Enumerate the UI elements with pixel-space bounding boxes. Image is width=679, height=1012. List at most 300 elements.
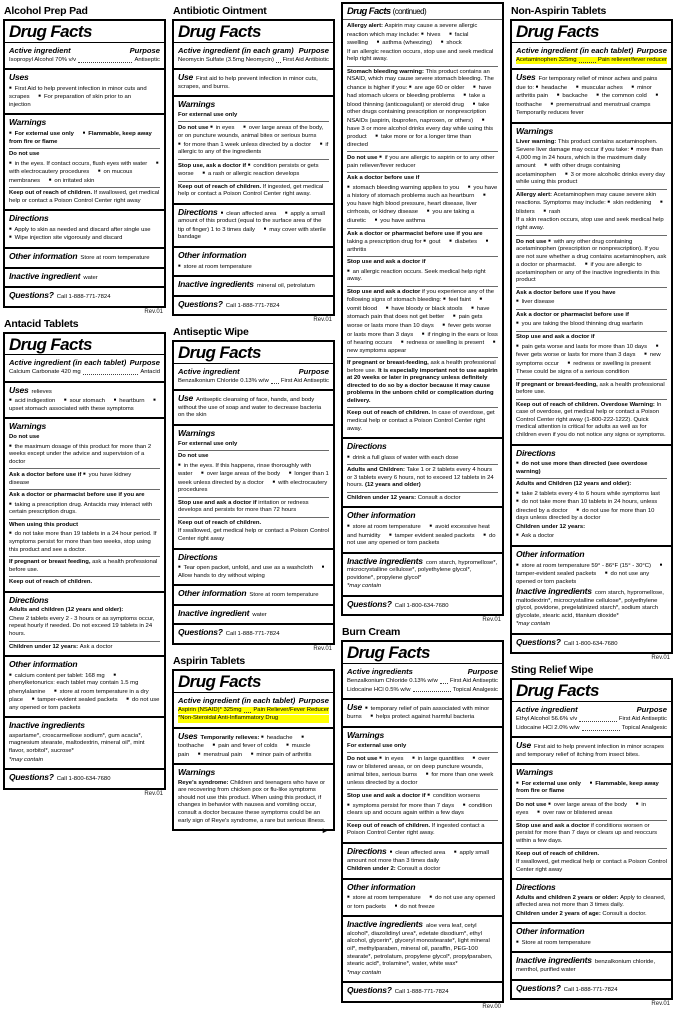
section-heading-row: Questions? Call 1-888-771-7824: [178, 627, 280, 638]
text-row: [9, 130, 160, 146]
bold-lead: Do not use: [347, 155, 380, 162]
section-heading-row: Questions? Call 1-888-771-7824: [347, 985, 449, 996]
text-row: [347, 69, 498, 149]
section-heading-row: Inactive ingredients mineral oil, petrolatum: [178, 279, 315, 290]
section-heading-row: Questions? Call 1-888-771-7824: [178, 298, 280, 309]
bullet-square-icon: ■: [516, 779, 519, 785]
bullet-item: ■ do not take more than 10 tablets in 24 hours, unless directed by a doctor: [516, 498, 658, 514]
continued-arrow-icon: ►: [321, 826, 329, 836]
hairline-divider: [9, 187, 160, 188]
bullet-square-icon: ■: [379, 755, 382, 761]
active-ingredient-heading: Active ingredient (in each tablet): [9, 358, 127, 368]
text-row: [347, 268, 498, 284]
bullet-item: ■ have 3 or more alcohol drinks every day while using this product: [347, 116, 494, 141]
active-ingredient-heading: Active ingredient: [178, 367, 240, 376]
active-ingredient-header: [178, 696, 329, 705]
bullet-square-icon: ■: [429, 894, 432, 900]
bullet-square-icon: ■: [9, 159, 12, 165]
section-heading: Warnings: [178, 99, 215, 110]
dotted-leader: [582, 730, 620, 731]
bullet-square-icon: ■: [261, 733, 264, 739]
text-row: [178, 500, 329, 515]
bullet-item: ■ store at room temperature: [347, 522, 421, 530]
body-text: Chew 2 tablets every 2 - 3 hours or as symptoms occur, repeat hourly if needed. Do not exceed 19 tablets in 24 hours.: [9, 615, 155, 637]
bullet-item: ■ toothache: [178, 733, 304, 750]
section-heading-row: [9, 214, 160, 225]
bullet-item: ■ over large areas of the body, or on puncture wounds, animal bites or serious burns: [178, 124, 324, 139]
hairline-divider: [9, 489, 160, 490]
hairline-divider: [516, 798, 667, 799]
text-row: [516, 343, 667, 369]
revision-label: Rev.01: [651, 655, 670, 662]
section-heading: Directions: [178, 551, 218, 562]
bullet-item: ■ For preparation of skin prior to an injection: [9, 93, 132, 108]
bullet-square-icon: ■: [408, 83, 412, 89]
bullet-square-icon: ■: [9, 84, 12, 90]
panel-section: [174, 604, 333, 624]
section-heading: Warnings: [9, 117, 46, 128]
bullet-square-icon: ■: [48, 176, 52, 182]
bullet-item: ■ in large quantities: [412, 755, 464, 763]
text-row: [516, 481, 667, 489]
bullet-square-icon: ■: [178, 564, 181, 570]
text-row: [347, 866, 498, 874]
section-heading: Uses: [516, 72, 536, 83]
text-row: [9, 757, 160, 765]
bullet-square-icon: ■: [347, 801, 350, 807]
bullet-square-icon: ■: [544, 162, 547, 168]
section-heading: Uses: [9, 72, 29, 83]
bullet-item: ■ with electrocautery procedures: [178, 478, 328, 494]
body-text: Consult a doctor: [417, 494, 461, 501]
panel-section: [174, 389, 333, 424]
hairline-divider: [347, 752, 498, 753]
text-row: [516, 312, 667, 320]
bold-lead: Stop use and ask a doctor if: [516, 333, 595, 340]
bullet-square-icon: ■: [375, 133, 378, 139]
bullet-item: ■ you have kidney disease: [9, 471, 132, 486]
bullet-item: ■ longer than 1 week unless directed by a doctor: [178, 470, 329, 486]
section-heading-row: [347, 883, 498, 894]
purpose-heading: Purpose: [129, 45, 160, 55]
text-row: [516, 139, 667, 187]
bullet-square-icon: ■: [471, 304, 474, 310]
hairline-divider: [178, 121, 329, 122]
bullet-square-icon: ■: [426, 208, 430, 214]
section-heading-row: Questions? Call 1-800-634-7680: [9, 772, 111, 783]
bold-lead: Keep out of reach of children.: [9, 190, 94, 197]
bullet-square-icon: ■: [82, 471, 86, 477]
panel-title: Drug Facts: [343, 642, 502, 664]
bullet-item: ■ asthma (wheezing): [376, 39, 433, 47]
section-heading: Inactive ingredient: [9, 270, 81, 281]
bullet-item: ■ First Aid to help prevent infection in minor cuts and scrapes: [9, 84, 147, 101]
bullet-square-icon: ■: [263, 225, 267, 231]
bullet-square-icon: ■: [9, 442, 12, 448]
bullet-item: ■ diabetes: [449, 238, 478, 246]
bullet-square-icon: ■: [319, 140, 323, 146]
body-text: *may contain: [516, 621, 551, 628]
bullet-square-icon: ■: [576, 506, 579, 512]
drug-facts-panel: [341, 2, 504, 616]
text-row: [347, 802, 498, 818]
bullet-item: ■ have stomach pain that does not get better: [347, 304, 490, 321]
product-name: Burn Cream: [342, 626, 401, 639]
bullet-item: ■ headache: [261, 733, 293, 741]
bold-text: It is especially important not to use aspirin at 20 weeks or later in pregnancy unless definitely directed to do so by a doctor because it may cause problems in the unborn child or complication during delivery.: [347, 367, 498, 404]
section-heading: Use: [178, 72, 193, 83]
text-row: [9, 190, 160, 205]
bullet-square-icon: ■: [379, 154, 382, 160]
section-heading-row: [9, 118, 160, 129]
purpose-heading: Purpose: [636, 705, 667, 715]
section-heading-row: Questions? Call 1-800-634-7680: [347, 598, 449, 609]
bullet-item: ■ store at room temperature: [178, 262, 252, 270]
active-ingredient-heading: Active ingredients: [347, 667, 413, 677]
bullet-square-icon: ■: [467, 183, 471, 189]
body-text: If an allergic reaction occurs, stop use and seek medical help right away.: [347, 48, 494, 63]
bullet-item: ■ 3 or more alcoholic drinks every day while using this product: [516, 170, 665, 186]
body-text: taking a prescription drug for: [347, 239, 424, 246]
section-heading-row: [347, 442, 498, 453]
text-row: [9, 644, 160, 652]
bullet-square-icon: ■: [567, 359, 571, 365]
text-row: [516, 369, 667, 377]
bullet-item: ■ do not use any opened or torn packets: [347, 531, 496, 547]
section-heading: Directions: [516, 882, 556, 893]
hairline-divider: [9, 556, 160, 557]
bullet-item: ■ store at room temperature: [347, 894, 421, 902]
text-row: [347, 23, 498, 48]
section-heading: Inactive ingredient: [178, 607, 250, 618]
bullet-square-icon: ■: [483, 192, 486, 198]
text-row: [9, 226, 160, 243]
text-row: [516, 290, 667, 298]
active-ingredient-heading: Active ingredient (in each gram): [178, 45, 294, 55]
bullet-item: ■ in eyes: [210, 124, 235, 132]
panel-section: [5, 68, 164, 113]
bold-lead: Do not use: [178, 125, 211, 132]
bullet-square-icon: ■: [54, 687, 57, 693]
section-heading: Questions?: [9, 772, 54, 783]
bullet-item: ■ over raw or blistered areas: [537, 809, 613, 817]
ingredient-purpose: Topical Analgesic: [452, 686, 498, 693]
active-ingredient-heading: Active ingredient: [9, 45, 71, 55]
panel-section: [174, 95, 333, 202]
bullet-item: ■ condition worsens: [427, 792, 481, 800]
bullet-square-icon: ■: [9, 500, 12, 506]
bullet-item: ■ may cover with sterile bandage: [178, 225, 326, 241]
bullet-item: ■ symptoms persist for more than 7 days: [347, 801, 455, 809]
bullet-square-icon: ■: [655, 92, 658, 98]
text-row: [9, 530, 160, 554]
hairline-divider: [9, 148, 160, 149]
bullet-item: ■ the maximum dosage of this product for more than 2 weeks except under the advice and supervision of a doctor: [9, 442, 152, 465]
bold-lead: Stop use, ask a doctor if: [178, 162, 248, 169]
bullet-item: ■ take 2 tablets every 4 to 6 hours while symptoms last: [516, 489, 660, 497]
bold-lead: Keep out of reach of children.: [347, 822, 432, 829]
bold-lead: Adults and children 2 years or older:: [516, 894, 621, 901]
bullet-square-icon: ■: [385, 304, 389, 310]
dotted-leader: [413, 691, 451, 692]
bullet-item: ■ a rash or allergic reaction develops: [202, 170, 300, 178]
panel-title: Drug Facts: [5, 334, 164, 356]
text-row: [516, 532, 667, 541]
bullet-item: ■ with other drugs containing acetaminophen: [516, 162, 621, 178]
bullet-item: ■ headache: [535, 83, 568, 91]
bold-lead: Children under 2 years of age:: [516, 910, 603, 917]
text-row: [347, 755, 498, 787]
body-text: ask a health professional before use.: [9, 559, 158, 573]
text-row: [347, 894, 498, 911]
section-heading-row: Inactive ingredients corn starch, hypromellose, maltodextrin*, microcrystalline cellulose*, polyethylene glycol, povidone, pregelatinized starch*, sodium starch glycolate, stearic acid, titanium dioxide*: [516, 586, 664, 619]
bullet-item: ■ in eyes: [379, 755, 404, 763]
bullet-square-icon: ■: [472, 100, 476, 106]
dotted-leader: [78, 62, 132, 63]
bullet-square-icon: ■: [452, 313, 456, 319]
text-row: [516, 851, 667, 859]
section-heading-row: Inactive ingredient water: [178, 607, 267, 618]
revision-label: Rev.00: [482, 1003, 501, 1010]
section-heading: Inactive ingredients: [516, 955, 592, 966]
section-heading: Use: [347, 701, 362, 712]
drug-facts-panel: [3, 19, 166, 308]
bold-lead: If pregnant or breast-feeding,: [347, 360, 431, 367]
purpose-heading: Purpose: [129, 358, 160, 368]
bullet-square-icon: ■: [376, 39, 380, 45]
bullet-item: ■ Store at room temperature: [516, 938, 591, 946]
text-row: [516, 402, 667, 440]
drug-facts-panel: [510, 678, 673, 1000]
body-text: *may contain: [9, 756, 44, 763]
bold-lead: Allergy alert:: [347, 22, 385, 29]
panel-section: [174, 68, 333, 95]
text-row: [178, 453, 329, 461]
bold-lead: Stop use and ask a doctor if: [178, 499, 259, 506]
bullet-item: ■ pain and fever of colds: [212, 742, 278, 750]
bullet-item: ■ Flammable, keep away from fire or flame: [9, 129, 152, 145]
bullet-item: ■ clean affected area: [220, 209, 277, 217]
ingredient-row: [347, 687, 498, 694]
panel-section: [512, 122, 671, 444]
ingredient-name: Calcium Carbonate 420 mg: [9, 369, 81, 376]
bullet-square-icon: ■: [644, 351, 647, 357]
section-heading-row: [178, 251, 329, 262]
text-row: [516, 621, 667, 629]
bold-lead: Stop use and ask a doctor if: [347, 259, 426, 266]
section-heading-row: [347, 703, 498, 722]
bullet-square-icon: ■: [472, 755, 476, 761]
section-heading-row: Questions? Call 1-800-634-7680: [516, 636, 618, 647]
active-ingredient-header: [9, 358, 160, 367]
bold-lead: Keep out of reach of children. Overdose Warning:: [516, 401, 657, 408]
panel-section: [512, 68, 671, 122]
revision-label: Rev.01: [313, 645, 332, 652]
ingredient-row: [516, 57, 667, 64]
bullet-square-icon: ■: [481, 116, 485, 122]
bullet-square-icon: ■: [421, 330, 425, 336]
revision-label: Rev.01: [482, 617, 501, 624]
dotted-leader: [276, 62, 281, 63]
hairline-divider: [516, 820, 667, 821]
ingredient-row: [347, 678, 498, 685]
panel-section: [174, 763, 333, 836]
hairline-divider: [347, 172, 498, 173]
bullet-square-icon: ■: [548, 237, 551, 243]
panel-title: Drug Facts: [512, 680, 671, 702]
bullet-item: ■ minor pain of arthritis: [250, 750, 312, 758]
ingredient-name: Ethyl Alcohol 56.6% v/v: [516, 716, 578, 723]
bullet-item: ■ feel faint: [442, 296, 471, 304]
text-row: [178, 124, 329, 156]
text-row: [516, 939, 667, 948]
bullet-square-icon: ■: [440, 39, 444, 45]
text-row: [9, 160, 160, 186]
bullet-square-icon: ■: [9, 397, 12, 403]
bullet-item: ■ upset stomach associated with these symptoms: [9, 397, 156, 412]
bullet-square-icon: ■: [202, 170, 205, 176]
text-row: [347, 523, 498, 548]
body-text: If ingested contact a Poison Control Center right away.: [347, 822, 485, 837]
bullet-square-icon: ■: [347, 453, 350, 459]
panel-section: [174, 295, 333, 315]
body-text: These could be signs of a serious condition: [516, 369, 629, 376]
bullet-item: ■ with electrocautery procedures: [9, 159, 159, 176]
bullet-item: ■ you are taking the blood thinning drug warfarin: [516, 320, 643, 328]
panel-section: [174, 246, 333, 275]
bold-lead: Children under 12 years:: [347, 494, 418, 501]
panel-section: [5, 355, 164, 380]
section-heading: Other information: [178, 249, 247, 260]
section-heading-row: [516, 768, 667, 779]
panel-section: [343, 552, 502, 595]
ingredient-name: Lidocaine HCl 0.5% w/w: [347, 686, 411, 693]
bullet-item: ■ Flammable, keep away from fire or flame: [516, 779, 659, 795]
bullet-item: ■ backache: [556, 92, 588, 100]
section-heading: Directions: [178, 206, 218, 217]
hairline-divider: [516, 379, 667, 380]
bold-lead: Do not use: [516, 801, 549, 808]
bullet-item: ■ on mucous membranes: [9, 168, 133, 184]
bullet-square-icon: ■: [153, 397, 156, 403]
active-ingredient-header: [178, 367, 329, 376]
bullet-square-icon: ■: [197, 750, 201, 756]
bullet-square-icon: ■: [462, 801, 466, 807]
body-text: Take 1 or 2 tablets every 4 hours or 3 tablets every 6 hours, not to exceed 12 tablets in 24 hours.: [347, 467, 494, 489]
ingredient-row: [178, 378, 329, 385]
bold-lead: Reye's syndrome:: [178, 779, 231, 786]
section-heading: Inactive ingredients: [516, 586, 592, 597]
section-heading: Warnings: [178, 767, 215, 778]
hairline-divider: [516, 309, 667, 310]
bullet-item: ■ For external use only: [516, 779, 581, 787]
section-heading: Other information: [178, 588, 247, 599]
bullet-square-icon: ■: [347, 183, 350, 189]
bullet-item: ■ blisters: [516, 199, 663, 215]
drug-facts-panel: [510, 19, 673, 654]
bullet-item: ■ do not use any opened or torn packets: [516, 570, 650, 585]
body-text: *Non-Steroidal Anti-Inflammatory Drug: [178, 715, 279, 722]
ingredient-row: [178, 57, 329, 64]
ingredient-name: Acetaminophen 325mg: [516, 56, 577, 63]
bold-lead: Do not use: [347, 756, 380, 763]
panel-section: [512, 878, 671, 922]
text-row: [178, 441, 329, 449]
panel-section: [174, 693, 333, 727]
text-row: [9, 616, 160, 639]
bullet-square-icon: ■: [126, 696, 129, 702]
hairline-divider: [516, 235, 667, 236]
bullet-square-icon: ■: [394, 902, 398, 908]
bullet-item: ■ tamper-evident sealed packets: [516, 561, 663, 578]
section-heading-row: Inactive ingredients aloe vera leaf, cetyl alcohol*, diazolidinyl urea*, edetate disodium*, ethyl alcohol, glycerin*, glyceryl monostearate*, light mineral oil*, methylparaben, mineral oil, paraffin, PEG-100 stearate*, petrolatum, propylene glycol*, propylparaben, stearic acid*, trolamine*, water, white wax*: [347, 919, 493, 968]
hairline-divider: [9, 576, 160, 577]
section-heading-row: Use First aid to help prevent infection in minor scrapes and temporary relief of itching from insect bites.: [516, 740, 664, 758]
bullet-square-icon: ■: [550, 100, 554, 106]
section-heading: Questions?: [347, 985, 392, 996]
hairline-divider: [347, 256, 498, 257]
panel-section: [512, 979, 671, 999]
bullet-square-icon: ■: [596, 92, 599, 98]
panel-section: [174, 203, 333, 246]
text-row: [516, 823, 667, 846]
body-text: This product contains an NSAID, which may cause severe stomach bleeding. The chance is higher if you:: [347, 68, 494, 91]
bullet-square-icon: ■: [630, 146, 634, 152]
section-heading-row: Questions? Call 1-888-771-7824: [9, 290, 111, 301]
text-row: [347, 259, 498, 267]
body-text: Ask a doctor: [79, 643, 113, 650]
bullet-item: ■ calcium content per tablet: 168 mg: [9, 671, 105, 679]
ingredient-purpose: Antacid: [140, 369, 160, 376]
bullet-square-icon: ■: [97, 168, 101, 174]
hairline-divider: [178, 517, 329, 518]
bullet-item: ■ take more or for a longer time than directed: [347, 133, 472, 148]
body-text: ask a health professional before use.: [516, 381, 665, 396]
panel-section: [5, 655, 164, 716]
active-ingredient-header: [347, 667, 498, 676]
bullet-square-icon: ■: [210, 124, 213, 130]
dotted-leader: [271, 383, 279, 384]
dotted-leader: [579, 721, 617, 722]
panel-section: [174, 623, 333, 643]
text-row: [347, 49, 498, 64]
text-row: [178, 528, 329, 543]
panel-section: [343, 878, 502, 916]
panel-section: [343, 726, 502, 842]
bullet-item: ■ have had stomach ulcers or bleeding problems: [347, 83, 492, 100]
bullet-item: ■ tamper-evident sealed packets: [31, 696, 118, 704]
section-heading: Questions?: [516, 636, 561, 647]
text-row: [516, 524, 667, 532]
panel-section: [5, 286, 164, 306]
body-text: In case of overdose, get medical help or contact a Poison Control Center right away.: [347, 410, 495, 432]
bullet-square-icon: ■: [286, 742, 289, 748]
bullet-square-icon: ■: [284, 209, 288, 215]
text-row: [347, 360, 498, 405]
section-heading-row: [9, 660, 160, 671]
text-row: [9, 559, 160, 574]
body-text: aspartame*, croscarmellose sodium*, gum acacia*, magnesium stearate, maltodextrin, mineral oil*, mint flavor, sorbitol*, sucrose*: [9, 732, 145, 754]
section-heading: Warnings: [9, 421, 46, 432]
panel-section: [512, 763, 671, 878]
text-row: [178, 715, 329, 723]
bullet-item: ■ fever gets worse or lasts more than 3 days: [347, 322, 492, 338]
bullet-item: ■ clean affected area: [389, 849, 446, 857]
section-heading: Warnings: [347, 730, 384, 741]
bullet-item: ■ stomach bleeding warning applies to you: [347, 183, 460, 191]
text-row: [9, 492, 160, 500]
bullet-square-icon: ■: [389, 849, 393, 855]
